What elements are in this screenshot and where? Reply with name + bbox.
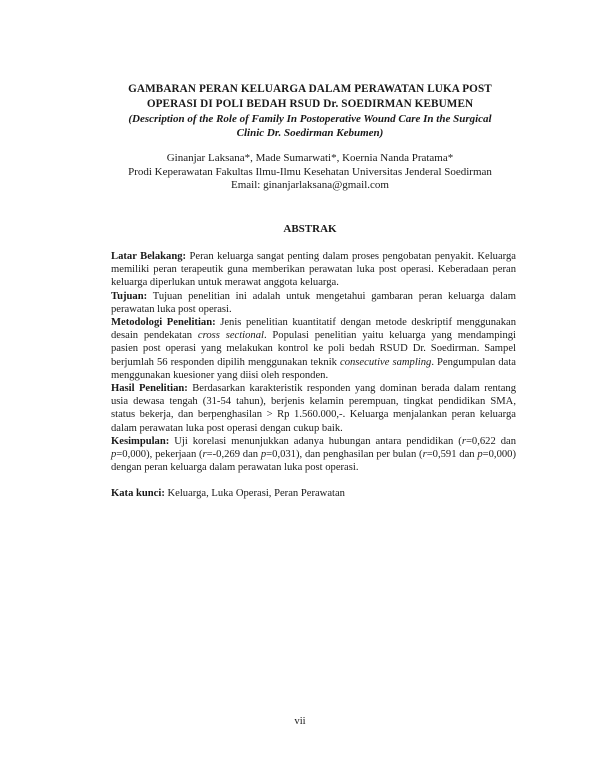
paragraph-hasil [111, 382, 516, 435]
label-keywords: Kata kunci: [111, 488, 165, 500]
paragraph-keywords [111, 487, 516, 500]
text-latar-belakang: Peran keluarga sangat penting dalam proses pengobatan penyakit. Keluarga memiliki peran terapeutik guna memberikan perawatan luka post operasi. Keberadaan peran keluarga diperlukan untuk merawat anggota keluarga. [111, 251, 516, 289]
subtitle-line-2: Clinic Dr. Soedirman Kebumen) [236, 127, 384, 139]
abstract-heading: ABSTRAK [283, 223, 337, 235]
text-kesimpulan-7: =0,000) dengan peran keluarga dalam perawatan luka post operasi. [111, 449, 516, 474]
text-kesimpulan-3: =0,000), pekerjaan ( [116, 449, 203, 461]
text-kesimpulan-1: Uji korelasi menunjukkan adanya hubungan antara pendidikan ( [169, 435, 462, 447]
symbol-p-3: p [477, 449, 483, 461]
paragraph-tujuan [111, 290, 516, 316]
text-metodologi-2: . Populasi penelitian yaitu keluarga yang mendampingi pasien post operasi yang melakukan kontrol ke poli bedah RSUD Dr. Soedirman. Sampel berjumlah 56 responden dipilih menggunakan teknik [111, 330, 516, 368]
page-number: vii [294, 716, 306, 727]
paper-subtitle-english [100, 112, 520, 140]
symbol-p-1: p [111, 449, 117, 461]
text-kesimpulan-4: =-0,269 dan [206, 449, 261, 461]
text-metodologi-1: Jenis penelitian kuantitatif dengan metode deskriptif menggunakan desain pendekatan [111, 317, 516, 342]
abstract-body [111, 250, 516, 501]
author-email: Email: ginanjarlaksana@gmail.com [231, 179, 389, 191]
title-line-1: GAMBARAN PERAN KELUARGA DALAM PERAWATAN LUKA POST [128, 83, 492, 95]
symbol-p-2: p [260, 449, 267, 461]
label-metodologi: Metodologi Penelitian: [111, 317, 216, 329]
text-kesimpulan-2: =0,622 dan [465, 435, 516, 447]
text-metodologi-italic-1: cross sectional [197, 330, 264, 342]
text-kesimpulan-5: =0,031), dan penghasilan per bulan ( [266, 449, 423, 461]
author-block [90, 152, 530, 193]
title-line-2: OPERASI DI POLI BEDAH RSUD Dr. SOEDIRMAN KEBUMEN [146, 98, 474, 110]
symbol-r-3: r [422, 449, 427, 461]
symbol-r-2: r [202, 449, 207, 461]
text-metodologi-3: . Pengumpulan data menggunakan kuesioner yang diisi oleh responden. [111, 356, 516, 381]
text-keywords: Keluarga, Luka Operasi, Peran Perawatan [164, 488, 345, 500]
text-kesimpulan-6: =0,591 dan [426, 449, 478, 461]
paragraph-metodologi [111, 316, 516, 382]
symbol-r-1: r [461, 435, 466, 447]
text-hasil: Berdasarkan karakteristik responden yang dominan berada dalam rentang usia dewasa tengah (31-54 tahun), berjenis kelamin perempuan, tingkat pendidikan SMA, status bekerja, dan berpenghasilan > Rp 1.560.000,-. Keluarga menjalankan peran keluarga dalam perawatan luka post operasi dengan cukup baik. [111, 383, 516, 434]
paragraph-kesimpulan [111, 435, 516, 475]
subtitle-line-1: (Description of the Role of Family In Postoperative Wound Care In the Surgical [128, 113, 492, 125]
paragraph-latar-belakang [111, 250, 516, 290]
label-kesimpulan: Kesimpulan: [111, 435, 170, 447]
label-latar-belakang: Latar Belakang: [111, 251, 187, 262]
text-tujuan: Tujuan penelitian ini adalah untuk mengetahui gambaran peran keluarga dalam perawatan luka post operasi. [111, 290, 516, 315]
label-hasil: Hasil Penelitian: [111, 383, 188, 395]
label-tujuan: Tujuan: [111, 290, 148, 302]
paper-title [100, 82, 520, 112]
text-metodologi-italic-2: consecutive sampling [340, 356, 432, 368]
author-affiliation: Prodi Keperawatan Fakultas Ilmu-Ilmu Kesehatan Universitas Jenderal Soedirman [128, 165, 492, 178]
author-names: Ginanjar Laksana*, Made Sumarwati*, Koernia Nanda Pratama* [166, 152, 454, 164]
